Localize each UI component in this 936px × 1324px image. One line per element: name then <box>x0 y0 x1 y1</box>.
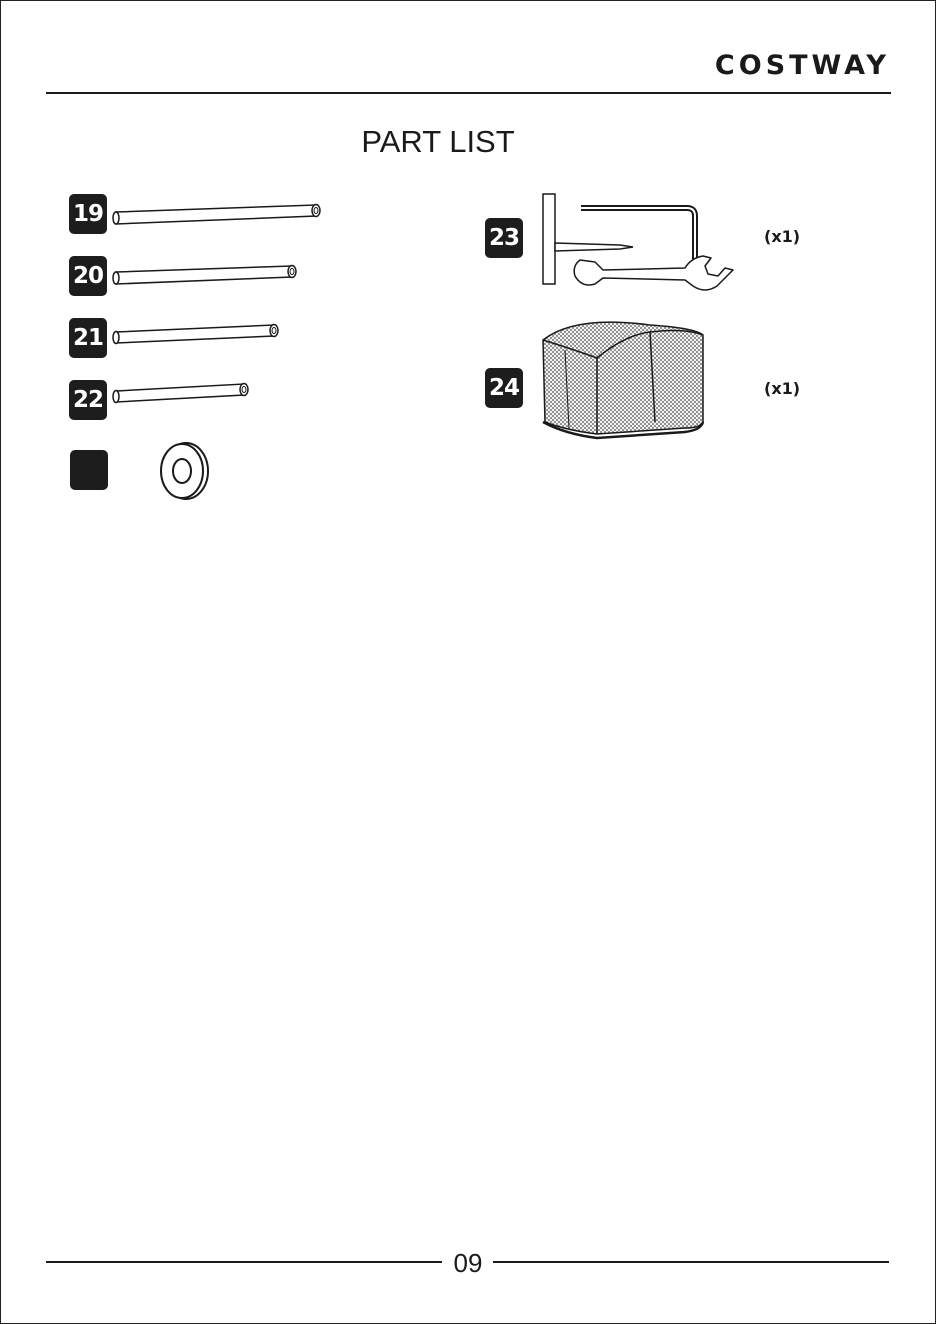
part-number-badge-blank <box>70 450 108 490</box>
tool-kit-illustration <box>535 188 745 298</box>
part-number-badge: 24 <box>485 368 523 408</box>
brand-logo: COSTWAY <box>714 50 890 81</box>
tube-illustration-20 <box>110 262 305 294</box>
part-number-badge: 20 <box>69 256 107 296</box>
washer-illustration <box>155 440 215 502</box>
quantity-label: (x1) <box>764 227 801 246</box>
storage-bag-illustration <box>535 310 715 445</box>
part-number-badge: 23 <box>485 218 523 258</box>
header-rule <box>46 92 891 94</box>
tube-illustration-21 <box>110 318 285 350</box>
page-number: 09 <box>453 1248 483 1278</box>
part-number-badge: 19 <box>69 194 107 234</box>
quantity-label: (x1) <box>764 379 801 398</box>
part-number-badge: 21 <box>69 318 107 358</box>
tube-illustration-19 <box>110 200 325 232</box>
part-number-badge: 22 <box>69 380 107 420</box>
page-title: PART LIST <box>361 124 515 159</box>
tube-illustration-22 <box>110 377 255 409</box>
